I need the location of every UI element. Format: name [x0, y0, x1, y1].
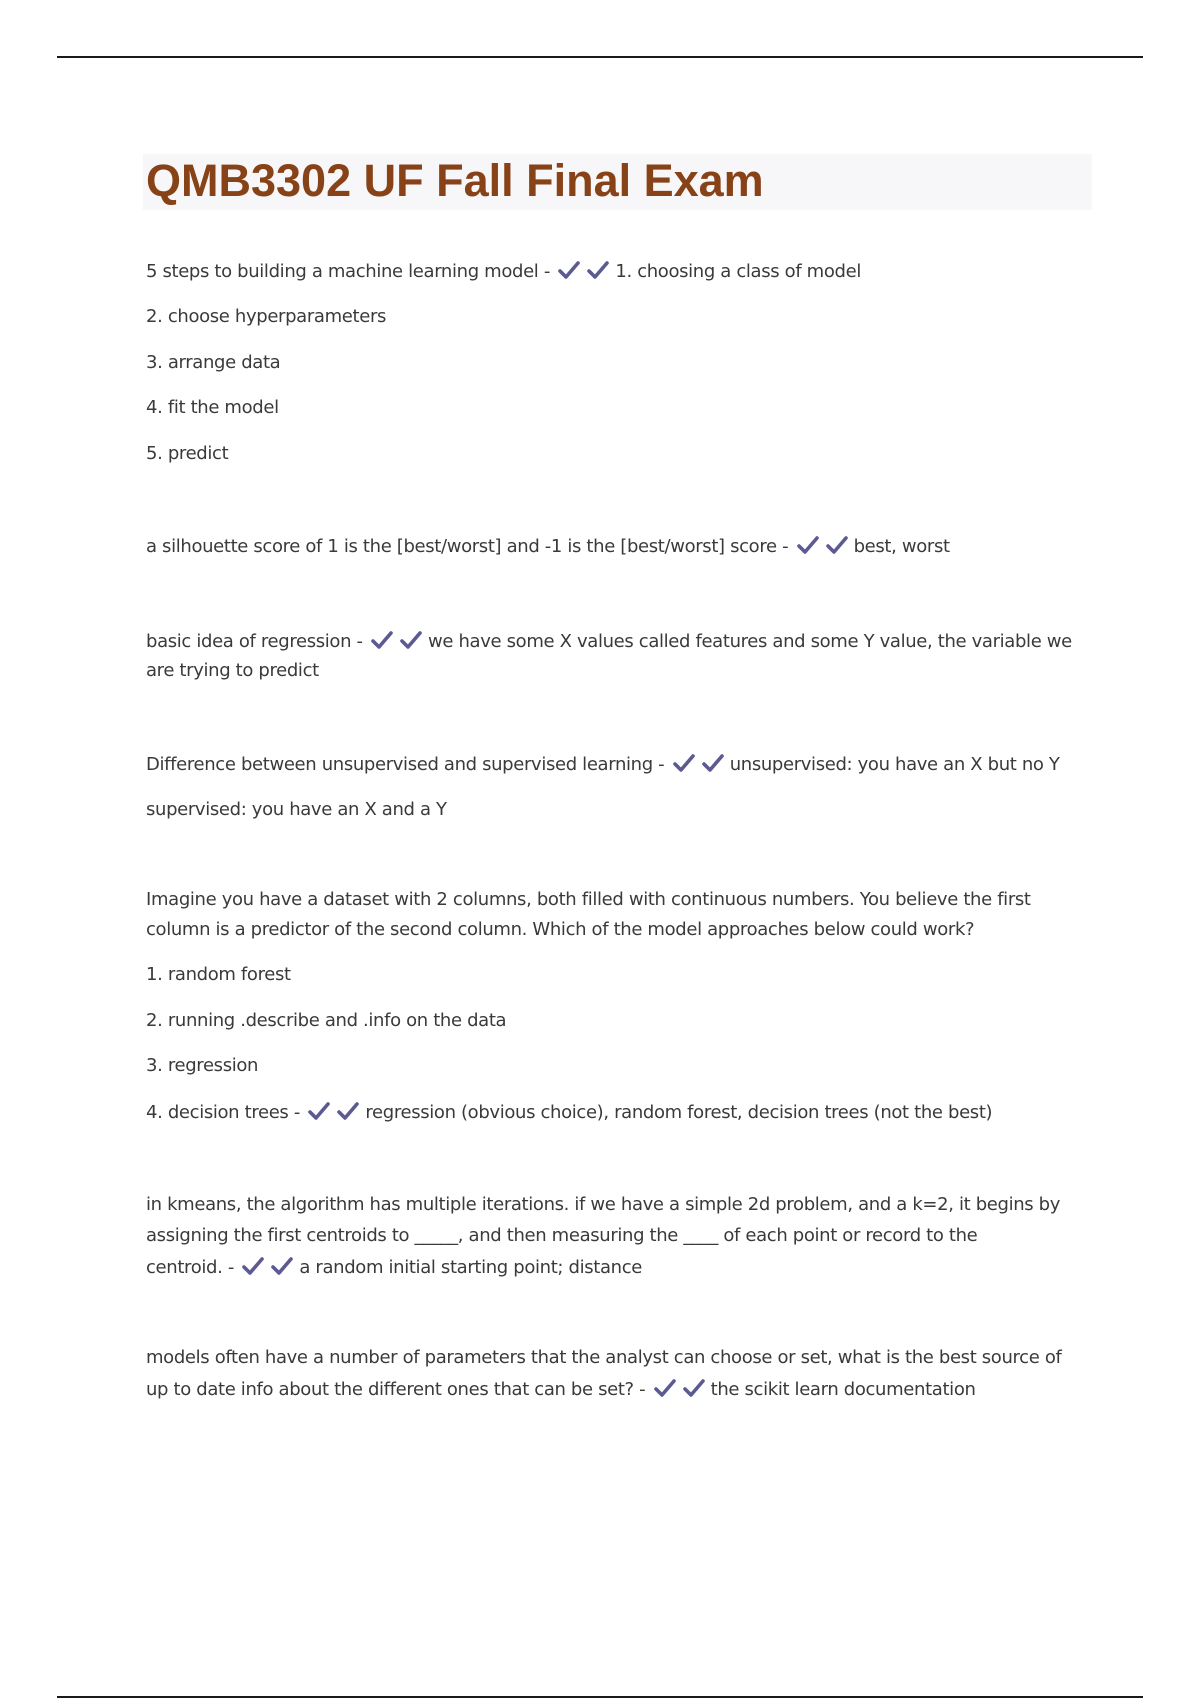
card-1-answer-line-5: 5. predict [146, 443, 229, 464]
answer-marker [557, 256, 615, 287]
card-7-question-line-2 [146, 1374, 1096, 1405]
answer-marker [672, 749, 730, 780]
card-6-question-line-2: assigning the first centroids to _____, and then measuring the ____ of each point or record to the [146, 1225, 978, 1246]
card-5-option-3: 3. regression [146, 1055, 259, 1076]
card-6-question-end: centroid. - [146, 1257, 234, 1278]
card-4-answer-line-2: supervised: you have an X and a Y [146, 799, 447, 820]
card-1-question-line [146, 256, 1096, 287]
card-7-question-line-1: models often have a number of parameters that the analyst can choose or set, what is the best source of [146, 1347, 1062, 1368]
check-icon [270, 1256, 294, 1276]
check-icon [307, 1101, 331, 1121]
check-icon [653, 1378, 677, 1398]
card-5-question-line-2: column is a predictor of the second column. Which of the model approaches below could work? [146, 919, 975, 940]
card-1-answer-line-2: 2. choose hyperparameters [146, 306, 387, 327]
card-5-option-4: 4. decision trees - [146, 1102, 300, 1123]
answer-marker [796, 531, 854, 562]
card-3-question-line [146, 626, 1096, 657]
card-3-answer-line-2: are trying to predict [146, 660, 319, 681]
check-icon [557, 260, 581, 280]
top-rule [57, 56, 1143, 58]
card-1-answer-line-3: 3. arrange data [146, 352, 281, 373]
check-icon [586, 260, 610, 280]
check-icon [241, 1256, 265, 1276]
card-5-answer: regression (obvious choice), random forest, decision trees (not the best) [365, 1102, 993, 1123]
card-2-question: a silhouette score of 1 is the [best/worst] and -1 is the [best/worst] score - [146, 536, 789, 557]
card-5-question-line-1: Imagine you have a dataset with 2 columns, both filled with continuous numbers. You believe the first [146, 889, 1031, 910]
card-1-answer: 1. choosing a class of model [615, 261, 861, 282]
card-6-question-line-3 [146, 1252, 1096, 1283]
card-6-answer: a random initial starting point; distance [299, 1257, 642, 1278]
card-5-option-2: 2. running .describe and .info on the data [146, 1010, 507, 1031]
card-1-question: 5 steps to building a machine learning model - [146, 261, 550, 282]
card-7-answer: the scikit learn documentation [710, 1379, 976, 1400]
check-icon [370, 630, 394, 650]
check-icon [672, 753, 696, 773]
check-icon [682, 1378, 706, 1398]
answer-marker [307, 1097, 365, 1128]
check-icon [701, 753, 725, 773]
check-icon [399, 630, 423, 650]
card-2-answer: best, worst [853, 536, 950, 557]
card-3-answer-line-1: we have some X values called features and some Y value, the variable we [428, 631, 1072, 652]
card-5-option-4-line [146, 1097, 1096, 1128]
answer-marker [370, 626, 428, 657]
check-icon [825, 535, 849, 555]
card-4-answer: unsupervised: you have an X but no Y [729, 754, 1060, 775]
card-1-answer-line-4: 4. fit the model [146, 397, 279, 418]
card-4-question-line [146, 749, 1096, 780]
answer-marker [241, 1252, 299, 1283]
card-2-question-line [146, 531, 1096, 562]
answer-marker [653, 1374, 711, 1405]
bottom-rule [57, 1696, 1143, 1698]
check-icon [336, 1101, 360, 1121]
card-3-question: basic idea of regression - [146, 631, 363, 652]
card-7-question-end: up to date info about the different ones that can be set? - [146, 1379, 646, 1400]
check-icon [796, 535, 820, 555]
card-6-question-line-1: in kmeans, the algorithm has multiple iterations. if we have a simple 2d problem, and a k=2, it begins by [146, 1194, 1061, 1215]
card-4-question: Difference between unsupervised and supervised learning - [146, 754, 665, 775]
page-title: QMB3302 UF Fall Final Exam [146, 155, 764, 206]
card-5-option-1: 1. random forest [146, 964, 291, 985]
